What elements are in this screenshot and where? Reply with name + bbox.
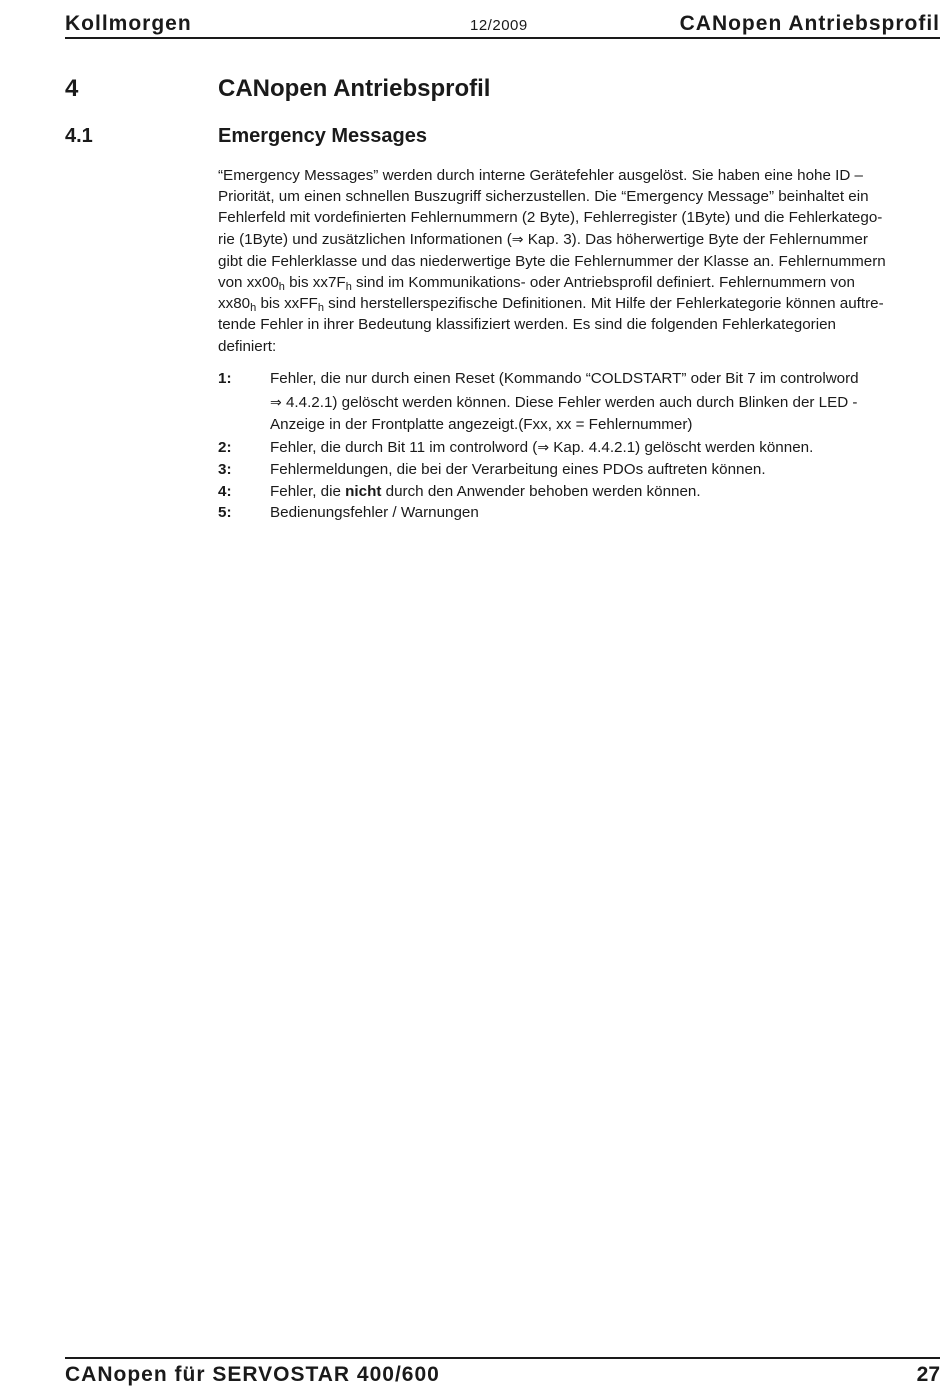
header-company: Kollmorgen [65, 12, 192, 35]
list-item-line [270, 437, 940, 460]
text-segment: Fehler, die durch Bit 11 im controlword ( [270, 438, 538, 456]
text-segment: 4.4.2.1) gelöscht werden können. Diese Fehler werden auch durch Blinken der LED - [281, 393, 858, 411]
paragraph-line: “Emergency Messages” werden durch interne Gerätefehler ausgelöst. Sie haben eine hohe ID – [218, 167, 863, 184]
paragraph-line: Priorität, um einen schnellen Buszugriff sicherzustellen. Die “Emergency Message” beinhaltet ein [218, 188, 869, 206]
header-rule [65, 37, 940, 39]
list-item-number: 5: [218, 504, 232, 521]
footer-rule [65, 1357, 940, 1359]
paragraph-line [218, 272, 940, 293]
paragraph-line: tende Fehler in ihrer Bedeutung klassifiziert werden. Es sind die folgenden Fehlerkategorien [218, 316, 836, 334]
hex-subscript: h [345, 281, 352, 294]
page-number: 27 [916, 1363, 940, 1386]
emphasis-text: nicht [345, 482, 382, 500]
text-segment: Fehler, die [270, 482, 346, 500]
list-item [218, 368, 940, 436]
text-segment: Kap. 3). Das höherwertige Byte der Fehlernummer [523, 230, 868, 248]
implies-arrow-icon: ⇒ [270, 394, 282, 411]
list-item-number: 3: [218, 461, 232, 478]
list-item [218, 459, 940, 481]
hex-subscript: h [250, 302, 257, 315]
text-segment: Kap. 4.4.2.1) gelöscht werden können. [549, 438, 814, 456]
header-date: 12/2009 [470, 17, 528, 34]
list-item [218, 481, 940, 503]
list-item-line [270, 481, 940, 503]
section-title: Emergency Messages [218, 125, 428, 147]
text-segment: xx80 [218, 295, 251, 313]
list-item-number: 2: [218, 438, 232, 456]
page-header [65, 10, 940, 40]
intro-paragraph [218, 165, 940, 357]
section-number: 4.1 [65, 125, 93, 147]
footer-title: CANopen für SERVOSTAR 400/600 [65, 1363, 440, 1386]
list-item-number: 4: [218, 482, 232, 500]
implies-arrow-icon: ⇒ [537, 439, 550, 456]
list-item [218, 437, 940, 460]
paragraph-line: definiert: [218, 337, 277, 355]
text-segment: sind im Kommunikations- oder Antriebsprofil definiert. Fehlernummern von [351, 274, 855, 292]
list-item-line: Fehler, die nur durch einen Reset (Kommando “COLDSTART” oder Bit 7 im controlword [270, 370, 859, 387]
error-category-list [218, 368, 940, 524]
chapter-number: 4 [65, 75, 79, 102]
text-segment: bis xx7F [284, 274, 346, 292]
list-item-number: 1: [218, 370, 232, 387]
paragraph-line [218, 293, 940, 314]
header-section: CANopen Antriebsprofil [679, 12, 940, 35]
paragraph-line: Fehlerfeld mit vordefinierten Fehlernummern (2 Byte), Fehlerregister (1Byte) und die Fehlerkatego- [218, 209, 883, 227]
implies-arrow-icon: ⇒ [511, 231, 524, 248]
list-item-line: Anzeige in der Frontplatte angezeigt.(Fxx, xx = Fehlernummer) [270, 416, 693, 433]
list-item-line: Fehlermeldungen, die bei der Verarbeitung eines PDOs auftreten können. [270, 461, 766, 478]
hex-subscript: h [278, 281, 285, 294]
text-segment: sind herstellerspezifische Definitionen. Mit Hilfe der Fehlerkategorie können auftre- [323, 295, 884, 313]
text-segment: von xx00 [218, 274, 279, 292]
list-item [218, 502, 940, 524]
text-segment: durch den Anwender behoben werden können. [381, 482, 701, 500]
list-item-line [270, 392, 940, 415]
paragraph-line [218, 229, 940, 251]
paragraph-line: gibt die Fehlerklasse und das niederwertige Byte die Fehlernummer der Klasse an. Fehlernummern [218, 252, 886, 270]
chapter-title: CANopen Antriebsprofil [218, 75, 491, 102]
hex-subscript: h [317, 302, 324, 315]
text-segment: rie (1Byte) und zusätzlichen Informationen ( [218, 230, 512, 248]
text-segment: bis xxFF [256, 295, 318, 313]
list-item-line: Bedienungsfehler / Warnungen [270, 504, 479, 521]
